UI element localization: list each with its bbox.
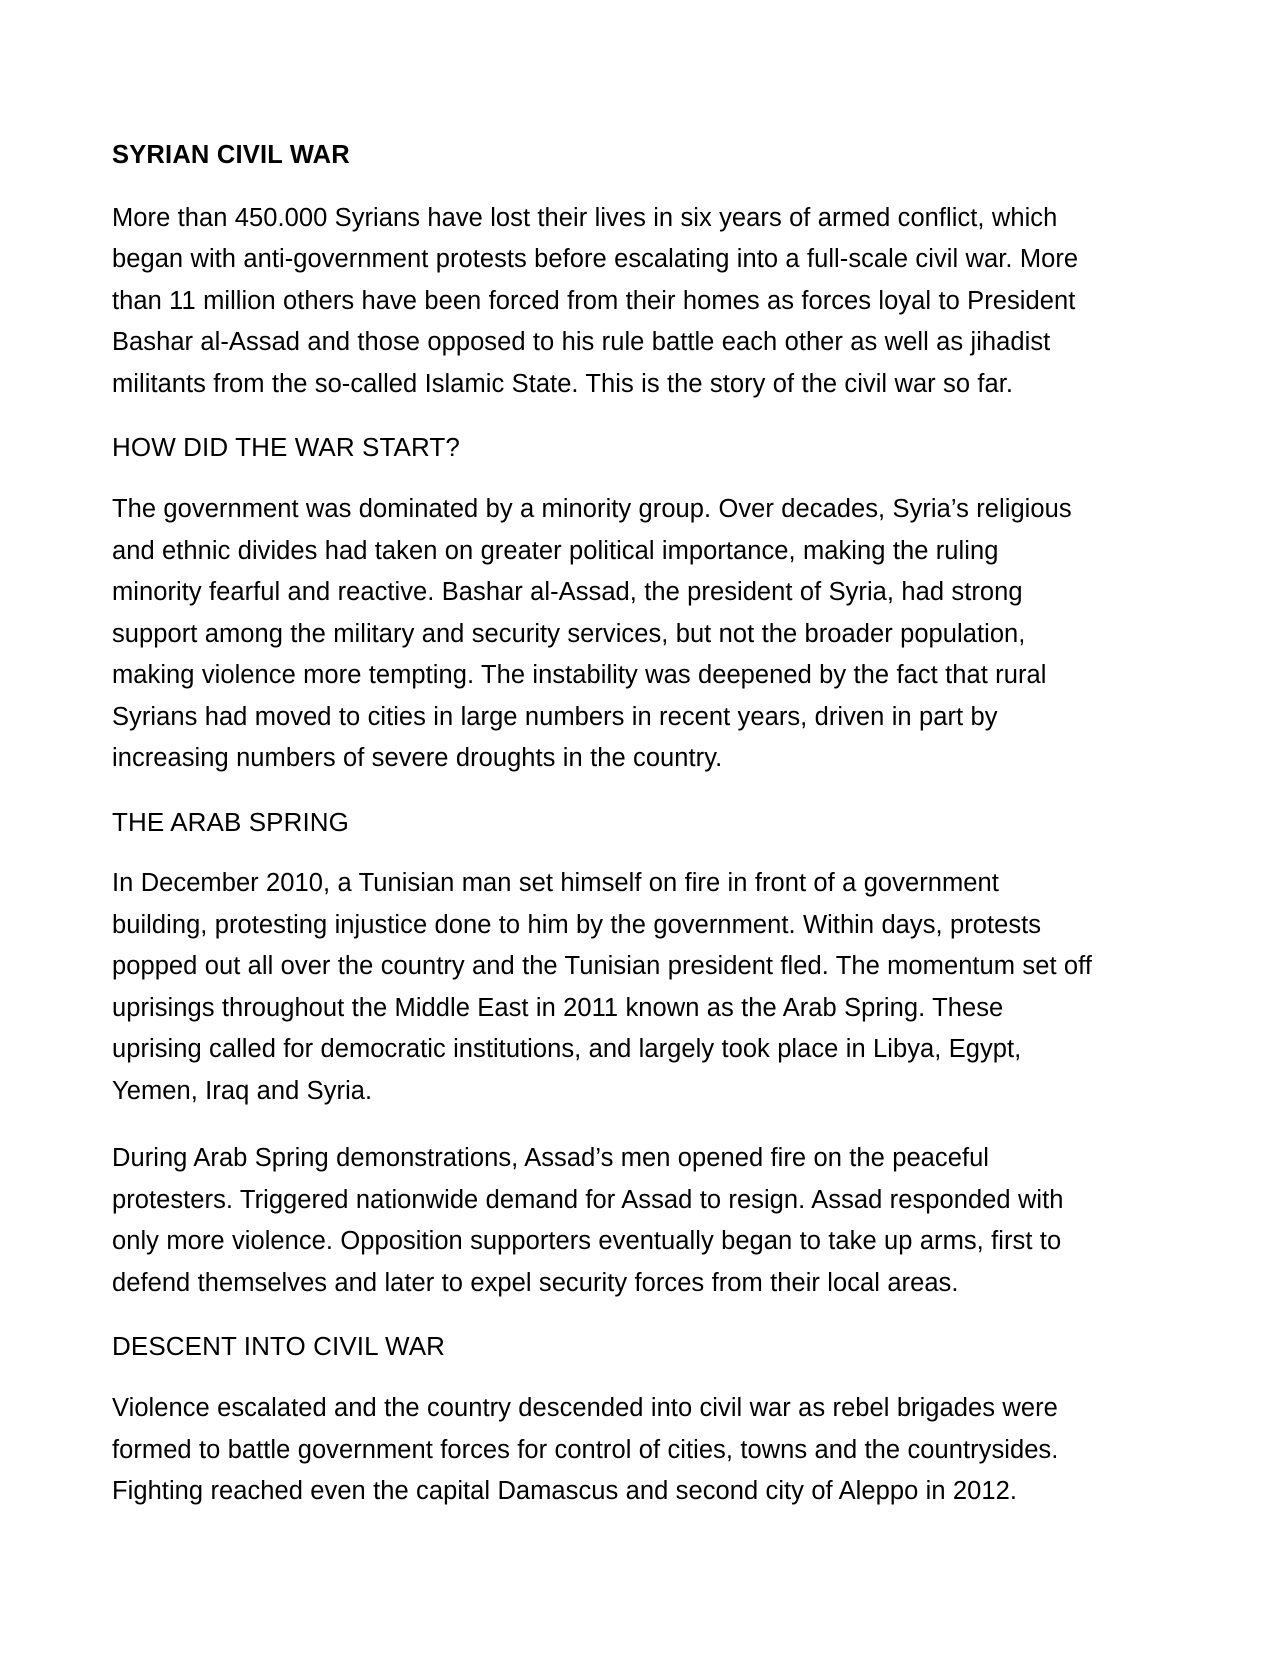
war-start-paragraph: The government was dominated by a minority group. Over decades, Syria’s religious and ethnic divides had taken on greater political importance, making the ruling minority fearful and reactive. Bashar al-Assad, the president of Syria, had strong support among the military and security services, but not the broader population, making violence more tempting. The instability was deepened by the fact that rural Syrians had moved to cities in large numbers in recent years, driven in part by increasing numbers of severe droughts in the country. bbox=[112, 495, 1072, 773]
arab-spring-paragraph: In December 2010, a Tunisian man set himself on fire in front of a government building, protesting injustice done to him by the government. Within days, protests popped out all over the country and the Tunisian president fled. The momentum set off uprisings throughout the Middle East in 2011 known as the Arab Spring. These uprising called for democratic institutions, and largely took place in Libya, Egypt, Yemen, Iraq and Syria. bbox=[112, 869, 1092, 1105]
heading-the-arab-spring: THE ARAB SPRING bbox=[112, 806, 349, 837]
document-body bbox=[112, 140, 1092, 1513]
descent-paragraph: Violence escalated and the country descended into civil war as rebel brigades were formed to battle government forces for control of cities, towns and the countrysides. Fighting reached even the capital Damascus and second city of Aleppo in 2012. bbox=[112, 1394, 1059, 1506]
intro-paragraph: More than 450.000 Syrians have lost their lives in six years of armed conflict, which began with anti-government protests before escalating into a full-scale civil war. More than 11 million others have been forced from their homes as forces loyal to President Bashar al-Assad and those opposed to his rule battle each other as well as jihadist militants from the so-called Islamic State. This is the story of the civil war so far. bbox=[112, 203, 1079, 398]
document-content bbox=[112, 198, 1092, 1513]
page-title: SYRIAN CIVIL WAR bbox=[112, 141, 350, 169]
heading-how-did-the-war-start: HOW DID THE WAR START? bbox=[112, 432, 460, 463]
heading-descent-into-civil-war: DESCENT INTO CIVIL WAR bbox=[112, 1331, 446, 1362]
arab-spring-demonstrations-paragraph: During Arab Spring demonstrations, Assad’s men opened fire on the peaceful protesters. Triggered nationwide demand for Assad to resign. Assad responded with only more violence. Opposition supporters eventually began to take up arms, first to defend themselves and later to expel security forces from their local areas. bbox=[112, 1144, 1064, 1297]
